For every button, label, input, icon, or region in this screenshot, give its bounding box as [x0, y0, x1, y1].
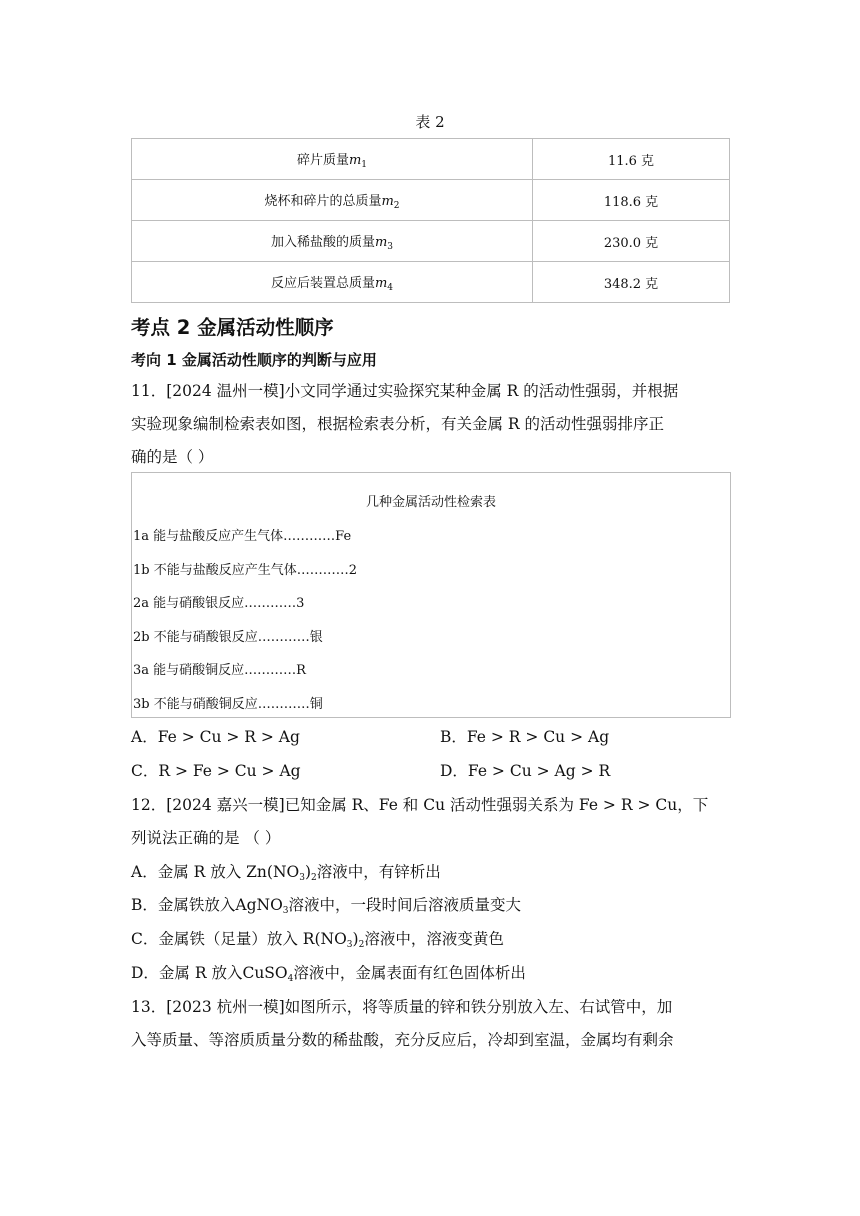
question-13-line-2: 入等质量、等溶质质量分数的稀盐酸，充分反应后，冷却到室温，金属均有剩余: [131, 1031, 674, 1049]
section-heading: 考点 2 金属活动性顺序: [131, 316, 334, 339]
question-13-line-1: 13．[2023 杭州一模]如图所示，将等质量的锌和铁分别放入左、右试管中，加: [131, 998, 673, 1016]
key-line: 2b 不能与硝酸银反应…………银: [133, 630, 323, 645]
mass-table: [131, 138, 730, 303]
table-cell-label: 加入稀盐酸的质量$m_3$: [132, 221, 533, 262]
question-12-line-1: 12．[2024 嘉兴一模]已知金属 R、Fe 和 Cu 活动性强弱关系为 Fe > R > Cu，下: [131, 796, 709, 814]
table-cell-value: 348.2 克: [533, 262, 730, 303]
table-cell-value: 118.6 克: [533, 180, 730, 221]
table-row: [132, 221, 730, 262]
question-11-line-1: 11．[2024 温州一模]小文同学通过实验探究某种金属 R 的活动性强弱，并根据: [131, 382, 679, 400]
question-11-line-2: 实验现象编制检索表如图，根据检索表分析，有关金属 R 的活动性强弱排序正: [131, 415, 665, 433]
table-row: [132, 262, 730, 303]
question-11-option-a: A．Fe > Cu > R > Ag: [131, 728, 300, 746]
table-row: [132, 139, 730, 180]
table-cell-value: 11.6 克: [533, 139, 730, 180]
key-line: 1a 能与盐酸反应产生气体…………Fe: [133, 529, 352, 544]
question-11-option-c: C．R > Fe > Cu > Ag: [131, 762, 301, 780]
key-line: 3b 不能与硝酸铜反应…………铜: [133, 697, 323, 712]
key-line: 3a 能与硝酸铜反应…………R: [133, 663, 306, 678]
key-line: 2a 能与硝酸银反应…………3: [133, 596, 305, 611]
question-12-option-d: D．金属 R 放入CuSO$_4$溶液中，金属表面有红色固体析出: [131, 964, 526, 984]
question-12-line-2: 列说法正确的是 （ ）: [131, 829, 281, 847]
table-row: [132, 180, 730, 221]
key-line: 1b 不能与盐酸反应产生气体…………2: [133, 563, 357, 578]
question-11-option-d: D．Fe > Cu > Ag > R: [440, 762, 611, 780]
key-title: 几种金属活动性检索表: [365, 495, 496, 510]
question-12-option-a: A．金属 R 放入 $Zn(NO_3)_2$溶液中，有锌析出: [131, 863, 441, 883]
metal-key-box: [131, 472, 731, 718]
table-cell-value: 230.0 克: [533, 221, 730, 262]
section-subheading: 考向 1 金属活动性顺序的判断与应用: [131, 351, 377, 369]
question-11-line-3: 确的是（ ）: [131, 448, 214, 466]
question-11-option-b: B．Fe > R > Cu > Ag: [440, 728, 610, 746]
table-caption: 表 2: [415, 113, 445, 131]
question-12-option-b: B．金属铁放入AgNO$_3$溶液中，一段时间后溶液质量变大: [131, 896, 522, 916]
question-12-option-c: C．金属铁（足量）放入 $R(NO_3)_2$溶液中，溶液变黄色: [131, 930, 504, 950]
table-cell-label: 碎片质量$m_1$: [132, 139, 533, 180]
table-cell-label: 反应后装置总质量$m_4$: [132, 262, 533, 303]
table-cell-label: 烧杯和碎片的总质量$m_2$: [132, 180, 533, 221]
